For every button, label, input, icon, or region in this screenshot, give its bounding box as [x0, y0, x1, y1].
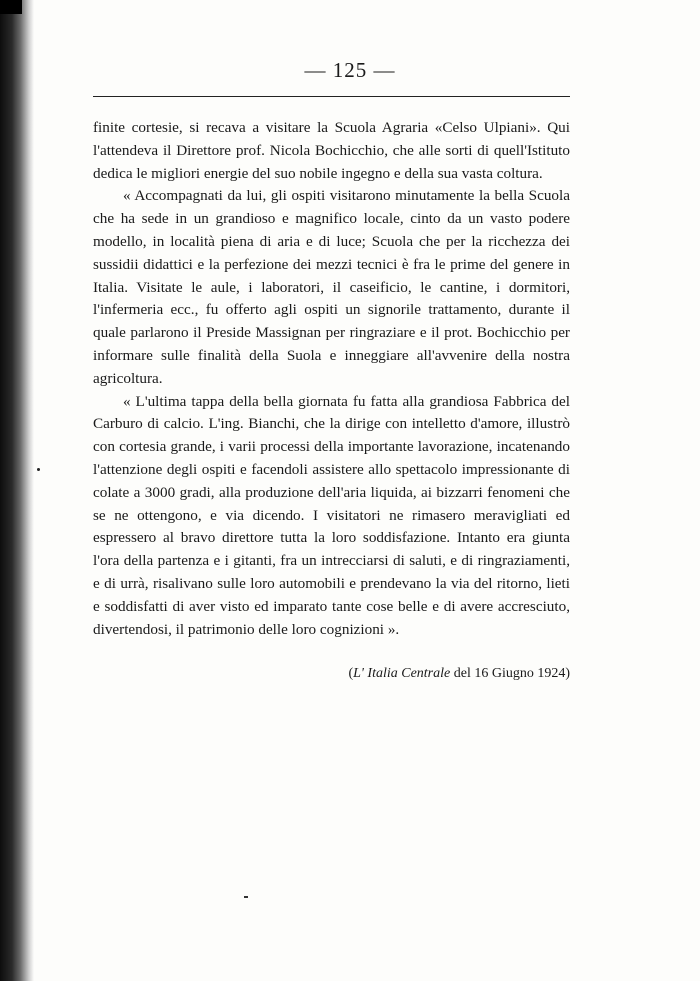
- paragraph-2: « Accompagnati da lui, gli ospiti visitarono minutamente la bella Scuola che ha sede in un grandioso e magnifico locale, cinto da un vasto podere modello, in località piena di aria e di luce; Scuola che per la ricchezza dei sussidii didattici e la perfezione dei mezzi tecnici è fra le prime del genere in Italia. Visitate le aule, i laboratori, il caseificio, le cantine, i dormitori, l'infermeria ecc., fu offerto agli ospiti un signorile trattamento, durante il quale parlarono il Preside Massignan per ringraziare e il prot. Bochicchio per informare sulle finalità della Suola e inneggiare all'avvenire della nostra agricoltura.: [93, 187, 570, 387]
- article-body: [93, 117, 570, 641]
- source-citation: [93, 666, 570, 682]
- citation-open: (: [348, 666, 354, 681]
- paragraph-3: « L'ultima tappa della bella giornata fu fatta alla grandiosa Fabbrica del Carburo di calcio. L'ing. Bianchi, che la dirige con intelletto d'amore, illustrò con cortesia grande, i varii processi della importante lavorazione, incatenando l'attenzione degli ospiti e facendoli assistere allo spettacolo impressionante di colate a 3000 gradi, alla produzione dell'aria liquida, ai bizzarri fenomeni che se ne ottengono, e via dicendo. I visitatori ne rimasero meravigliati ed espressero al bravo direttore tutta la loro soddisfazione. Intanto era giunta l'ora della partenza e i gitanti, fra un intrecciarsi di saluti, e di ringraziamenti, e di urrà, risalivano sulle loro automobili e prendevano la via del ritorno, lieti e soddisfatti di aver visto ed imparato tante cose belle e di avere accresciuto, divertendosi, il patrimonio delle loro cognizioni ».: [93, 392, 570, 638]
- page-number: — 125 —: [304, 58, 396, 82]
- citation-newspaper: L' Italia Centrale: [353, 666, 451, 681]
- margin-speck: [37, 468, 40, 471]
- page-speck: [244, 896, 248, 898]
- header-rule: [93, 96, 570, 97]
- book-binding-shadow: [0, 0, 34, 981]
- citation-date: del 16 Giugno 1924): [450, 666, 570, 681]
- paragraph-1: finite cortesie, si recava a visitare la Scuola Agraria «Celso Ulpiani». Qui l'attendeva il Direttore prof. Nicola Bochicchio, che alle sorti di quell'Istituto dedica le migliori energie del suo nobile ingegno e della sua vasta coltura.: [93, 119, 570, 182]
- binding-corner: [0, 0, 22, 14]
